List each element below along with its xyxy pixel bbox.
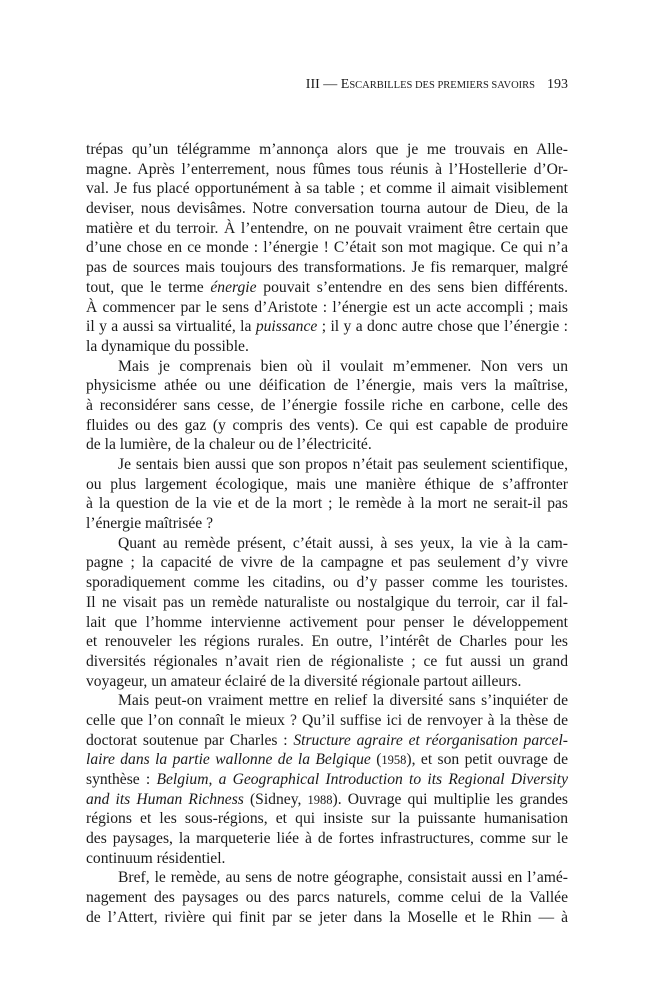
italic-text: Belgium, a Geographical Introduction to its Regional Diversity (156, 771, 568, 788)
text-segment: Quant au remède présent, c’était aussi, à ses yeux, la vie à la cam- (118, 534, 568, 552)
text-segment: d’une chose en ce monde : l’énergie ! C’était son mot magique. Ce qui n’a (86, 239, 568, 257)
text-line (86, 435, 568, 455)
text-segment: pas de sources mais toujours des transformations. Je fis remarquer, malgré (86, 259, 568, 277)
text-line (86, 199, 568, 219)
text-segment: synthèse : (86, 771, 157, 788)
text-line (86, 357, 568, 377)
chapter-title: III — ESCARBILLES DES PREMIERS SAVOIRS (305, 77, 535, 92)
text-line (86, 219, 568, 239)
text-segment: pouvait s’entendre en des sens bien différents. (256, 278, 568, 296)
text-line (86, 750, 568, 770)
text-line (86, 396, 568, 416)
text-line (86, 514, 568, 534)
text-segment: deviser, nous devisâmes. Notre conversation tourna autour de Dieu, de la (86, 200, 568, 218)
text-line (86, 770, 568, 790)
text-segment: Bref, le remède, au sens de notre géographe, consistait aussi en l’amé- (118, 869, 568, 887)
text-segment: ; il y a donc autre chose que l’énergie : (317, 318, 568, 336)
text-segment: à la question de la vie et de la mort ; le remède à la mort ne serait-il pas (86, 495, 568, 513)
text-segment: ou plus largement écologique, mais une manière éthique de s’affronter (86, 475, 568, 493)
text-segment: il y a aussi sa virtualité, la (86, 318, 256, 336)
text-segment: de la lumière, de la chaleur ou de l’électricité. (86, 436, 372, 454)
text-segment: 1958 (381, 753, 407, 768)
text-line (86, 691, 568, 711)
text-segment: lait que l’homme intervienne activement pour penser le développement (86, 613, 568, 631)
text-line (86, 790, 568, 810)
text-segment: sporadiquement comme les citadins, ou d’y passer comme les touristes. (86, 574, 568, 592)
text-line (86, 888, 568, 908)
italic-text: and its Human Richness (86, 790, 244, 808)
text-segment: celle que l’on connaît le mieux ? Qu’il suffise ici de renvoyer à la thèse de (86, 711, 568, 729)
text-segment: Je sentais bien aussi que son propos n’était pas seulement scientifique, (118, 456, 568, 473)
text-line (86, 613, 568, 633)
text-line (86, 868, 568, 888)
text-segment: pagne ; la capacité de vivre de la campagne et pas seulement d’y vivre (86, 554, 568, 572)
text-segment: À commencer par le sens d’Aristote : l’énergie est un acte accompli ; mais (86, 298, 568, 316)
text-line (86, 160, 568, 180)
text-segment: voyageur, un amateur éclairé de la diversité régionale partout ailleurs. (86, 672, 522, 690)
text-line (86, 632, 568, 652)
text-segment: tout, que le terme (86, 278, 211, 296)
text-segment: ( (370, 751, 382, 769)
body-text (86, 140, 568, 928)
italic-text: laire dans la partie wallonne de la Belgique (86, 751, 371, 769)
text-segment: et renouveler les régions rurales. En outre, l’intérêt de Charles pour les (86, 633, 568, 651)
text-segment: doctorat soutenue par Charles : (86, 731, 294, 749)
italic-text: Structure agraire et réorganisation parcel- (293, 731, 568, 749)
text-line (86, 849, 568, 869)
text-line (86, 455, 568, 475)
text-line (86, 278, 568, 298)
text-segment: val. Je fus placé opportunément à sa table ; et comme il aimait visiblement (86, 180, 568, 198)
text-segment: la dynamique du possible. (86, 337, 249, 355)
text-segment: nagement des paysages ou des parcs naturels, comme celui de la Vallée (86, 889, 568, 907)
page-number: 193 (547, 77, 568, 92)
text-line (86, 140, 568, 160)
text-line (86, 337, 568, 357)
text-segment: Il ne visait pas un remède naturaliste ou nostalgique du terroir, car il fal- (86, 593, 568, 611)
text-segment: ), et son petit ouvrage de (406, 751, 568, 769)
text-line (86, 317, 568, 337)
text-line (86, 711, 568, 731)
text-line (86, 238, 568, 258)
text-segment: 1988 (307, 792, 333, 807)
text-line (86, 672, 568, 692)
text-segment: l’énergie maîtrisée ? (86, 515, 213, 533)
text-segment: Mais peut-on vraiment mettre en relief la diversité sans s’inquiéter de (118, 692, 568, 710)
text-line (86, 376, 568, 396)
text-line (86, 298, 568, 318)
text-line (86, 494, 568, 514)
text-line (86, 534, 568, 554)
text-segment: des paysages, la marqueterie liée à de fortes infrastructures, comme sur le (86, 830, 568, 848)
text-segment: régions et les sous-régions, et qui insiste sur la puissante humanisation (86, 810, 568, 828)
text-segment: trépas qu’un télégramme m’annonça alors que je me trouvais en Alle- (86, 141, 568, 158)
text-line (86, 258, 568, 278)
text-segment: ). Ouvrage qui multiplie les grandes (332, 790, 568, 808)
text-line (86, 593, 568, 613)
text-segment: physicisme athée ou une déification de l’énergie, mais vers la maîtrise, (86, 377, 568, 395)
text-segment: matière et du terroir. À l’entendre, on ne pouvait vraiment être certain que (86, 219, 568, 237)
text-segment: fluides ou des gaz (y compris des vents). Ce qui est capable de produire (86, 416, 568, 434)
text-line (86, 731, 568, 751)
text-line (86, 809, 568, 829)
running-header (86, 76, 568, 95)
text-segment: à reconsidérer sans cesse, de l’énergie fossile riche en carbone, celle des (86, 396, 568, 414)
text-line (86, 179, 568, 199)
text-segment: magne. Après l’enterrement, nous fûmes tous réunis à l’Hostellerie d’Or- (86, 160, 568, 178)
text-line (86, 475, 568, 495)
text-line (86, 416, 568, 436)
text-segment: continuum résidentiel. (86, 849, 226, 867)
text-segment: diversités régionales n’avait rien de régionaliste ; ce fut aussi un grand (86, 652, 568, 670)
italic-text: énergie (210, 278, 257, 296)
text-line (86, 553, 568, 573)
italic-text: puissance (255, 318, 318, 336)
text-segment: (Sidney, (243, 790, 308, 808)
text-segment: Mais je comprenais bien où il voulait m’emmener. Non vers un (118, 357, 568, 375)
text-line (86, 573, 568, 593)
text-line (86, 908, 568, 928)
text-line (86, 829, 568, 849)
text-segment: de l’Attert, rivière qui finit par se jeter dans la Moselle et le Rhin — à (86, 908, 568, 926)
text-line (86, 652, 568, 672)
